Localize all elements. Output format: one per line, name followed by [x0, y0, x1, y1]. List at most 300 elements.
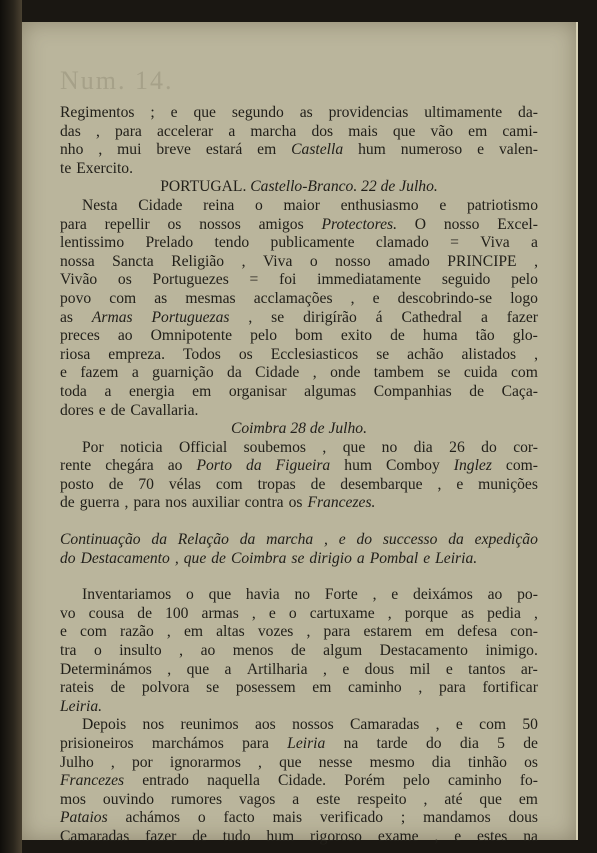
text-line [60, 605, 538, 624]
word: em [257, 141, 277, 159]
word: de [211, 549, 226, 567]
word: nesse [318, 753, 353, 771]
word: guerra [79, 494, 120, 512]
word: , [418, 679, 423, 697]
word: insulto [119, 642, 162, 660]
word: tambem [373, 364, 425, 382]
text-line [60, 661, 538, 680]
word: de [110, 679, 126, 697]
word: e [338, 531, 346, 549]
word: Cidade [138, 196, 183, 214]
word: Porém [344, 772, 385, 790]
word: expedição [474, 531, 538, 549]
word: para [242, 735, 269, 752]
word: rumores [170, 790, 223, 808]
word: , [248, 308, 253, 326]
word: que [342, 438, 366, 456]
word: e [445, 660, 453, 678]
word: bom [295, 327, 323, 345]
word: ao [487, 586, 503, 604]
word: entrado [142, 772, 189, 790]
text-line [60, 550, 538, 569]
word: para [323, 623, 351, 641]
word: vo [60, 604, 76, 622]
word: da- [518, 104, 538, 121]
word: mais [272, 809, 303, 827]
word: nosso [443, 215, 480, 233]
word: polvora [141, 679, 190, 697]
word: patriotismo [466, 196, 538, 214]
word: pedia [487, 604, 521, 622]
word: povo [60, 289, 92, 307]
word: se [291, 549, 305, 567]
word: tudo [222, 827, 251, 845]
word: porque [404, 604, 449, 622]
word: a [228, 122, 236, 140]
word: , [423, 790, 428, 808]
word: com- [505, 457, 538, 475]
word: ultimamente [424, 104, 503, 121]
word: razão [120, 623, 154, 641]
word: Portuguezas [151, 308, 230, 326]
heading-text: Coimbra 28 de Julho. [230, 420, 367, 438]
word: caminho [348, 679, 402, 697]
word: deixámos [413, 586, 473, 604]
word: em [312, 679, 332, 697]
word: Artilharia [246, 660, 308, 678]
word: com [215, 475, 243, 493]
text-line [60, 234, 538, 253]
text-line [60, 216, 538, 235]
text-line [60, 828, 538, 847]
word: , [322, 438, 327, 456]
word: Inglez [453, 457, 492, 475]
word: Viva [262, 252, 293, 270]
text-line [60, 698, 538, 717]
word: para [133, 494, 161, 512]
word: em [518, 790, 538, 808]
word: = [450, 234, 459, 252]
word: Excel- [497, 215, 538, 233]
word: hum [344, 457, 372, 475]
word: dirigio [309, 549, 352, 567]
word: rente [60, 457, 92, 475]
word: naquella [207, 772, 260, 790]
word: guarnição [152, 364, 214, 382]
word: algum [323, 642, 363, 660]
word: O [414, 215, 427, 233]
word: cor- [513, 438, 538, 456]
word: descobrindo-se [397, 289, 493, 307]
word: achámos [125, 809, 181, 827]
word: , [372, 586, 377, 604]
word: po- [517, 586, 538, 604]
word: Por [82, 438, 104, 456]
word: de [137, 604, 152, 622]
word: que [208, 586, 232, 604]
word: , [241, 252, 246, 270]
word: Destacamento [379, 642, 468, 660]
word: Camaradas [60, 827, 130, 845]
word: tão [475, 327, 495, 345]
word: , [435, 716, 440, 734]
text-line [60, 809, 538, 828]
word: dia [431, 753, 451, 771]
word: de [310, 475, 326, 493]
word: Vivão [60, 271, 98, 289]
word: , [350, 289, 355, 307]
word: organisar [228, 382, 287, 400]
word: pelo [403, 772, 430, 790]
word: da [227, 364, 242, 382]
word: 100 [165, 604, 189, 622]
word: na [523, 827, 538, 845]
word: mesmo [369, 753, 415, 771]
page-text-block [60, 104, 538, 847]
word: caminho [448, 772, 502, 790]
word: no [294, 586, 311, 604]
word: dia [459, 735, 479, 752]
word: pelo [250, 327, 278, 345]
word: pelo [511, 271, 538, 289]
word: em [192, 382, 212, 400]
word: o [93, 642, 102, 660]
word: , [179, 642, 184, 660]
word: que [183, 549, 207, 567]
word: , [110, 753, 115, 771]
word: Omnipotente [150, 327, 233, 345]
word: , [312, 364, 317, 382]
word: Regimentos [60, 104, 135, 121]
word: , [124, 494, 129, 512]
word: marcha [250, 122, 297, 140]
word: 5 [497, 735, 505, 752]
word: clamado [375, 234, 429, 252]
word: do [425, 735, 442, 752]
word: vélas [168, 475, 201, 493]
word: Depois [82, 716, 127, 734]
word: toda [60, 382, 87, 400]
text-line [60, 772, 538, 791]
word: dores [60, 401, 94, 419]
word: Cathedral [401, 308, 463, 326]
word: nossa [60, 252, 95, 270]
word: inimigo. [485, 642, 538, 660]
word: aos [254, 716, 276, 734]
word: cousa [88, 604, 125, 622]
word: tra [60, 642, 77, 660]
word: armas [201, 604, 239, 622]
word: com [511, 364, 538, 382]
word: tropas [257, 475, 296, 493]
word: con- [510, 623, 538, 641]
word: hum [358, 141, 386, 159]
word: accelerar [156, 122, 214, 140]
word: ; [150, 104, 155, 121]
word: Leiria. [60, 697, 103, 715]
word: exame [377, 827, 419, 845]
word: , [534, 345, 538, 363]
word: nos [165, 494, 187, 512]
word: soubemos [243, 438, 306, 456]
word: as [60, 308, 73, 326]
word: fortificar [482, 679, 538, 697]
word: e [170, 104, 178, 121]
word: a [480, 308, 488, 326]
word: Cidade [255, 364, 300, 382]
word: ignorarmos [169, 753, 241, 771]
text-line [60, 439, 538, 458]
word: do [60, 549, 76, 567]
word: estarem [363, 623, 412, 641]
word: ao [200, 642, 216, 660]
word: cartuxame [309, 604, 375, 622]
word: empreza. [108, 345, 165, 363]
word: a [292, 790, 300, 808]
word: Porto [196, 457, 232, 475]
word: ar- [520, 660, 538, 678]
word: valen- [498, 141, 538, 159]
word: 70 [138, 475, 154, 493]
word: Francezes [60, 772, 125, 790]
text-line [60, 104, 538, 123]
word: immediatamente [317, 271, 422, 289]
word: em [425, 623, 445, 641]
word: as [461, 604, 475, 622]
word: glo- [512, 327, 538, 345]
word: prisioneiros [60, 735, 134, 752]
word: ouvindo [102, 790, 155, 808]
word: Inventariamos [82, 586, 172, 604]
word: nosso [335, 252, 371, 270]
word: dos [311, 122, 334, 140]
word: cami- [502, 122, 538, 140]
word: as [299, 104, 313, 121]
word: lentissimo [60, 234, 125, 252]
word: que [186, 660, 210, 678]
word: ao [117, 327, 133, 345]
word: algumas [304, 382, 357, 400]
word: que [392, 122, 416, 140]
word: na [343, 735, 359, 752]
word: , [98, 141, 103, 159]
word: no [381, 438, 398, 456]
word: facto [223, 809, 255, 827]
word: de [192, 827, 207, 845]
text-line [60, 141, 538, 160]
text-line [60, 420, 538, 439]
word: Relação [177, 531, 229, 549]
word: achão [407, 345, 444, 363]
word: Companhias [373, 382, 452, 400]
word: com [80, 623, 107, 641]
word: da [448, 531, 464, 549]
word: e [60, 623, 67, 641]
word: e [455, 716, 463, 734]
word: do [356, 531, 373, 549]
word: , [167, 660, 172, 678]
word: os [238, 345, 253, 363]
text-line [60, 791, 538, 810]
paragraph-gap [60, 513, 538, 531]
word: estará [205, 141, 243, 159]
text-line [60, 290, 538, 309]
word: Determinámos [60, 660, 152, 678]
word: , [324, 531, 328, 549]
word: Caça- [501, 382, 538, 400]
word: mil [409, 660, 431, 678]
word: huma [422, 327, 458, 345]
word: a [104, 382, 112, 400]
word: Castella [291, 141, 344, 159]
word: á [375, 308, 383, 326]
word: posto [60, 475, 94, 493]
word: com [479, 716, 507, 734]
word: de [390, 327, 405, 345]
word: que [279, 753, 302, 771]
word: as [154, 289, 168, 307]
word: , [251, 604, 256, 622]
text-line [60, 271, 538, 290]
text-line [60, 178, 538, 197]
word: a [131, 364, 139, 382]
word: fo- [519, 772, 538, 790]
word: para [438, 679, 466, 697]
word: e [477, 141, 485, 159]
word: noticia [120, 438, 163, 456]
word: rateis [60, 679, 94, 697]
word: para [60, 215, 87, 233]
text-line [60, 309, 538, 328]
word: em [468, 122, 488, 140]
word: mandamos [423, 809, 491, 827]
word: o [255, 196, 263, 214]
word: , [166, 623, 171, 641]
text-line [60, 476, 538, 495]
word: publicamente [270, 234, 355, 252]
word: o [309, 252, 318, 270]
word: o [186, 586, 194, 604]
word: , [387, 604, 392, 622]
word: , [322, 660, 327, 678]
word: se [271, 308, 285, 326]
word: Religião [171, 252, 225, 270]
text-line [60, 197, 538, 216]
word: Coimbra [230, 549, 287, 567]
word: altas [216, 623, 245, 641]
word: nossos [199, 215, 241, 233]
word: Armas [91, 308, 133, 326]
word: tarde [376, 735, 408, 752]
word: Sancta [112, 252, 154, 270]
word: successo [382, 531, 438, 549]
text-line [60, 623, 538, 642]
word: Leiria. [435, 549, 478, 567]
text-line [60, 754, 538, 773]
word: e [342, 660, 350, 678]
word: Leiria [287, 735, 326, 752]
word: onde [330, 364, 361, 382]
word: e [439, 196, 447, 214]
word: menos [232, 642, 274, 660]
word: segundo [231, 104, 284, 121]
word: amado [388, 252, 430, 270]
word: de [523, 735, 538, 752]
word: Prelado [145, 234, 194, 252]
word: Cidade. [278, 772, 327, 790]
word: Portuguezes [152, 271, 229, 289]
word: fazer [506, 308, 538, 326]
word: e [372, 289, 380, 307]
word: exito [340, 327, 373, 345]
word: Camaradas [350, 716, 420, 734]
word: tantos [468, 660, 506, 678]
word: nho [60, 141, 84, 159]
word: Ecclesiasticos [270, 345, 359, 363]
word: ; [400, 809, 406, 827]
word: ao [167, 457, 183, 475]
word: , [534, 252, 538, 270]
word: da [151, 531, 167, 549]
word: seguido [441, 271, 491, 289]
word: providencias [328, 104, 409, 121]
word: , [258, 753, 262, 771]
word: que [193, 104, 216, 121]
word: Julho [60, 753, 94, 771]
word: os [117, 271, 132, 289]
word: havia [245, 586, 280, 604]
word: e [391, 586, 399, 604]
word: nos [142, 716, 165, 734]
word: mais [348, 122, 378, 140]
word: de [469, 382, 485, 400]
text-line [60, 402, 538, 421]
word: , [437, 475, 442, 493]
text-line [60, 327, 538, 346]
word: respeito [357, 790, 407, 808]
word: Nesta [82, 196, 118, 214]
word: para [114, 122, 142, 140]
word: 26 [449, 438, 465, 456]
word: em [183, 623, 204, 641]
word: auxiliar [191, 494, 240, 512]
word: defesa [457, 623, 498, 641]
word: amigos [258, 215, 304, 233]
word: logo [510, 289, 538, 307]
word: e [98, 401, 106, 419]
word: os [167, 215, 182, 233]
word: , [306, 623, 311, 641]
word: 50 [522, 716, 538, 734]
word: fazem [80, 364, 119, 382]
word: rigoroso [310, 827, 362, 845]
word: da [246, 457, 262, 475]
word: , [534, 604, 538, 622]
text-line [60, 586, 538, 605]
word: vão [430, 122, 454, 140]
word: e [454, 827, 462, 845]
text-line [60, 364, 538, 383]
word: energia [128, 382, 175, 400]
word: fazer [145, 827, 177, 845]
text-line [60, 346, 538, 365]
word: alistados [461, 345, 517, 363]
word: preces [60, 327, 100, 345]
book-page [22, 22, 578, 845]
text-line [60, 457, 538, 476]
word: acclamações [253, 289, 333, 307]
word: de [290, 642, 306, 660]
